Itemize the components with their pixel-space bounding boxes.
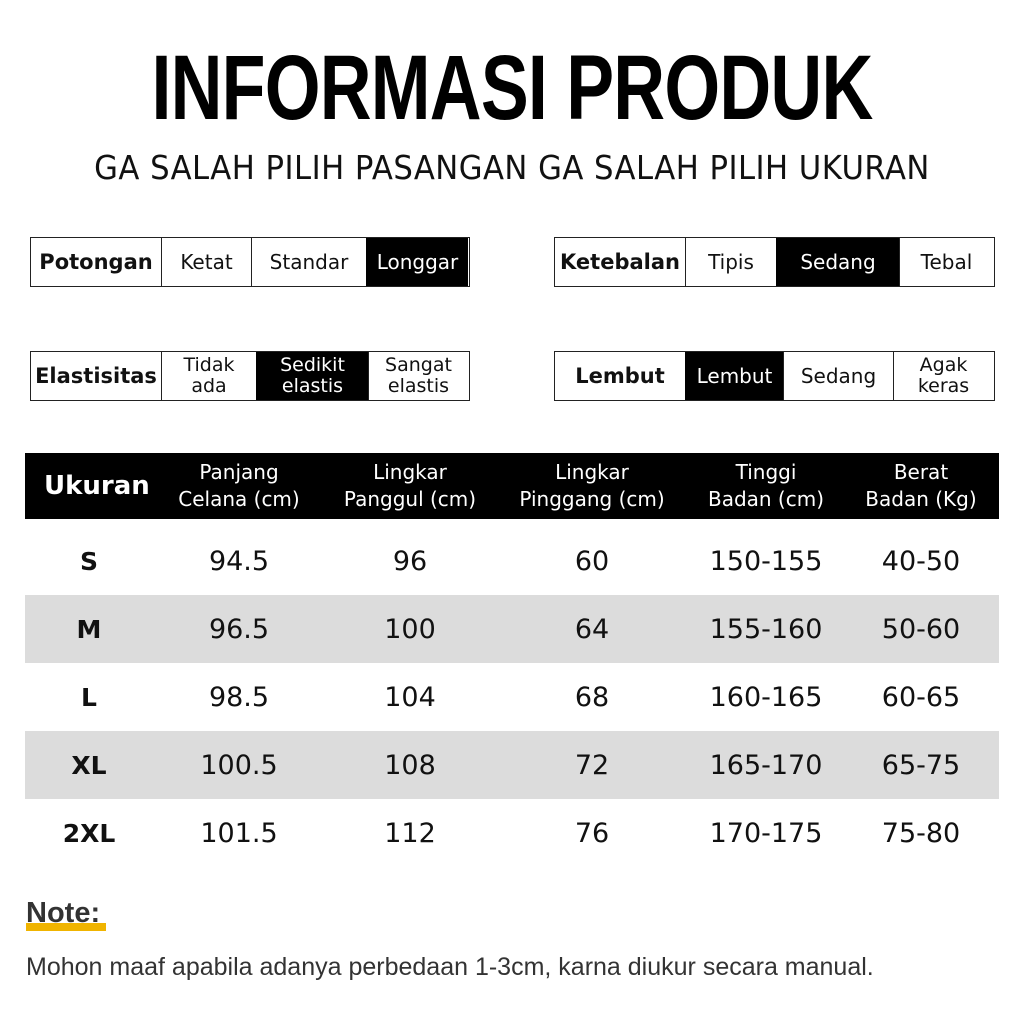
table-cell: 100.5 [200, 749, 278, 781]
header-text: Lingkar Pinggang (cm) [519, 460, 665, 511]
note-text: Mohon maaf apabila adanya perbedaan 1-3cm, karna diukur secara manual. [26, 953, 874, 981]
option-sedang-selected: Sedang [776, 238, 899, 286]
table-cell: 98.5 [208, 681, 270, 713]
header-berat-badan [843, 459, 999, 513]
attribute-lembut [554, 351, 995, 401]
table-body [25, 519, 999, 867]
note-title: Note: [26, 897, 101, 929]
option-tebal: Tebal [899, 238, 993, 286]
table-cell: 72 [574, 749, 610, 781]
table-row [25, 595, 999, 663]
table-row [25, 663, 999, 731]
table-cell: 68 [574, 681, 610, 713]
option-text: Sedikit elastis [280, 354, 345, 397]
option-sedang: Sedang [783, 352, 893, 400]
size-table [25, 453, 999, 867]
header-tinggi-badan [689, 459, 843, 513]
option-agak-keras [893, 352, 993, 400]
option-text: Sangat elastis [385, 354, 452, 397]
page-title: INFORMASI PRODUK [151, 37, 873, 139]
table-cell: 65-75 [881, 749, 961, 781]
header-ukuran: Ukuran [44, 470, 150, 501]
header-lingkar-pinggang [495, 459, 689, 513]
table-row [25, 527, 999, 595]
option-tipis: Tipis [685, 238, 776, 286]
option-tidak-ada [161, 352, 256, 400]
table-cell: 101.5 [200, 817, 278, 849]
attribute-label: Elastisitas [31, 352, 161, 400]
table-cell: 150-155 [709, 545, 823, 577]
table-cell: 165-170 [709, 749, 823, 781]
header-lingkar-panggul [325, 459, 495, 513]
header-text: Berat Badan (Kg) [865, 460, 977, 511]
option-ketat: Ketat [161, 238, 251, 286]
table-cell: 108 [384, 749, 436, 781]
table-cell: 96.5 [208, 613, 270, 645]
table-cell: 94.5 [208, 545, 270, 577]
option-standar: Standar [251, 238, 366, 286]
table-cell: 50-60 [881, 613, 961, 645]
table-cell: 60-65 [881, 681, 961, 713]
table-cell: 75-80 [881, 817, 961, 849]
option-lembut-selected: Lembut [685, 352, 783, 400]
table-row [25, 799, 999, 867]
page-subtitle: GA SALAH PILIH PASANGAN GA SALAH PILIH UKURAN [94, 148, 930, 187]
size-label: XL [71, 750, 107, 780]
table-header [25, 453, 999, 519]
attribute-label: Ketebalan [555, 238, 685, 286]
table-cell: 170-175 [709, 817, 823, 849]
table-cell: 40-50 [881, 545, 961, 577]
table-row [25, 731, 999, 799]
size-label: M [76, 614, 102, 644]
attribute-label: Lembut [555, 352, 685, 400]
table-cell: 160-165 [709, 681, 823, 713]
size-label: S [79, 546, 98, 576]
attribute-ketebalan [554, 237, 995, 287]
table-cell: 76 [574, 817, 610, 849]
attribute-potongan [30, 237, 470, 287]
table-cell: 112 [384, 817, 436, 849]
table-cell: 96 [392, 545, 428, 577]
table-cell: 155-160 [709, 613, 823, 645]
header-text: Panjang Celana (cm) [178, 460, 300, 511]
header-text: Tinggi Badan (cm) [707, 460, 825, 511]
table-cell: 104 [384, 681, 436, 713]
table-cell: 100 [384, 613, 436, 645]
header-text: Lingkar Panggul (cm) [343, 460, 477, 511]
option-sedikit-elastis-selected [256, 352, 368, 400]
table-cell: 60 [574, 545, 610, 577]
option-text: Tidak ada [183, 354, 235, 397]
size-label: 2XL [62, 818, 116, 848]
attribute-elastisitas [30, 351, 470, 401]
option-longgar-selected: Longgar [366, 238, 468, 286]
header-panjang-celana [153, 459, 325, 513]
option-sangat-elastis [368, 352, 468, 400]
table-cell: 64 [574, 613, 610, 645]
size-label: L [81, 682, 97, 712]
option-text: Agak keras [917, 354, 970, 397]
attribute-label: Potongan [31, 238, 161, 286]
